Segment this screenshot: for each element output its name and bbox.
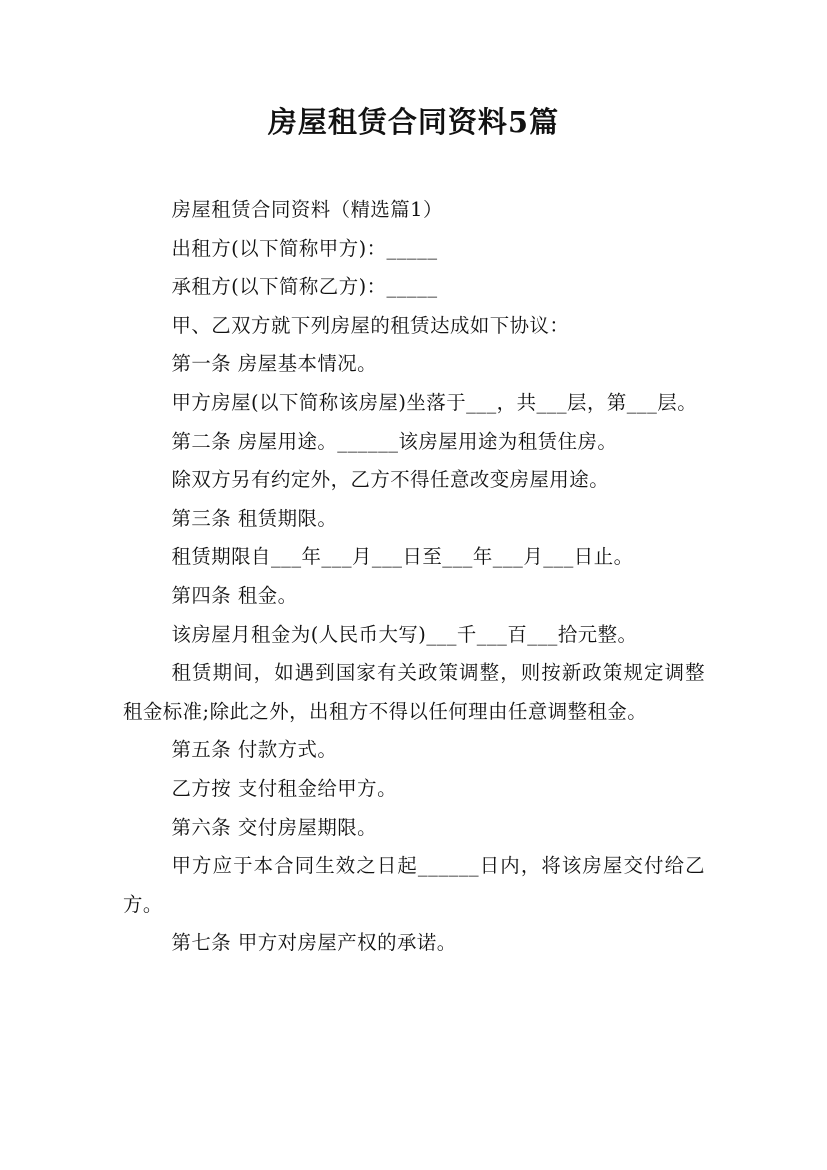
article-4-text: 该房屋月租金为(人民币大写)___千___百___拾元整。	[171, 622, 638, 646]
article-2-heading: 第二条 房屋用途。______该房屋用途为租赁住房。	[171, 429, 618, 453]
article-1-text: 甲方房屋(以下简称该房屋)坐落于___，共___层，第___层。	[171, 390, 698, 414]
article-1-heading: 第一条 房屋基本情况。	[171, 352, 378, 376]
document-body	[123, 191, 705, 963]
article-4-text-2: 租赁期间，如遇到国家有关政策调整，则按新政策规定调整租金标准;除此之外，出租方不得以任何理由任意调整租金。	[123, 661, 705, 723]
lessor-line: 出租方(以下简称甲方)：_____	[171, 236, 438, 260]
article-2-text: 除双方另有约定外，乙方不得任意改变房屋用途。	[171, 468, 610, 492]
article-6-heading: 第六条 交付房屋期限。	[171, 815, 378, 839]
article-7-heading: 第七条 甲方对房屋产权的承诺。	[171, 931, 457, 955]
article-3-heading: 第三条 租赁期限。	[171, 506, 338, 530]
document-title: 房屋租赁合同资料5篇	[267, 105, 560, 139]
agreement-intro: 甲、乙双方就下列房屋的租赁达成如下协议：	[171, 313, 570, 337]
lessee-line: 承租方(以下简称乙方)：_____	[171, 275, 438, 299]
article-5-text: 乙方按 支付租金给甲方。	[171, 776, 397, 800]
article-5-heading: 第五条 付款方式。	[171, 738, 338, 762]
article-6-text: 甲方应于本合同生效之日起______日内，将该房屋交付给乙方。	[123, 854, 705, 916]
article-4-heading: 第四条 租金。	[171, 583, 298, 607]
section-heading: 房屋租赁合同资料（精选篇1）	[171, 198, 443, 221]
article-3-text: 租赁期限自___年___月___日至___年___月___日止。	[171, 545, 634, 569]
